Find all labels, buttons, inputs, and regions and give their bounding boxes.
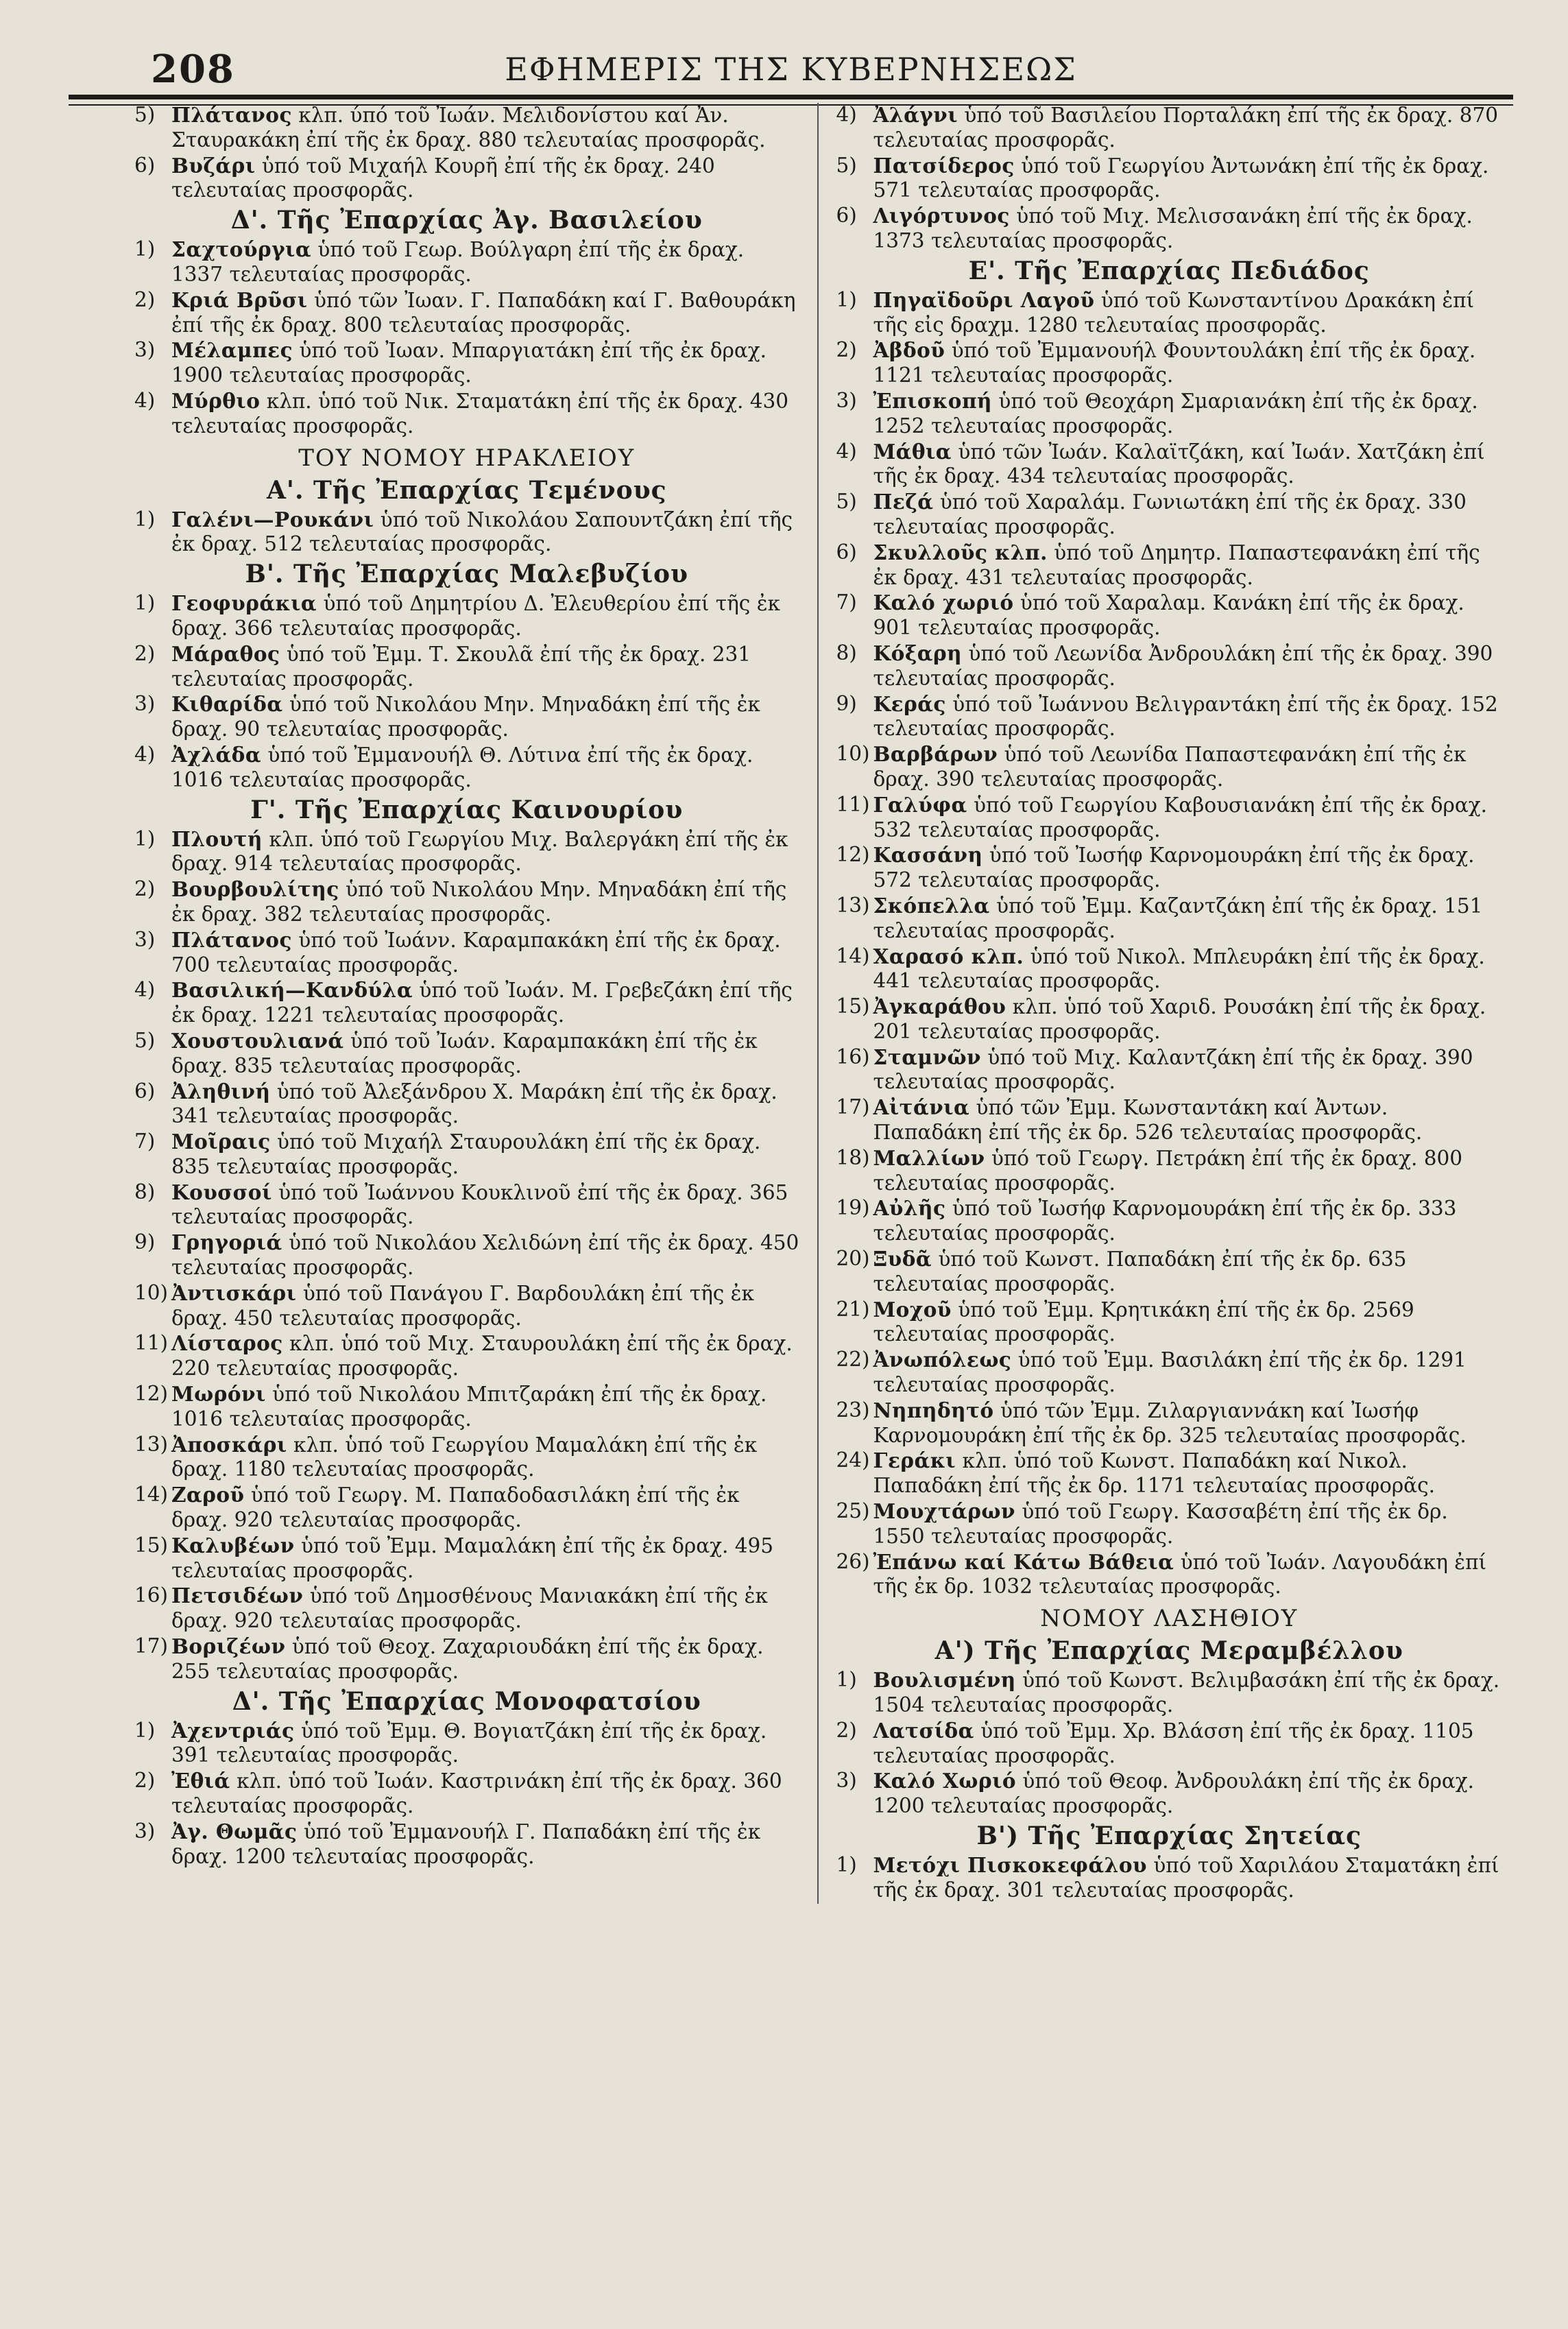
entry-number: 2)	[134, 1769, 156, 1793]
place-name: Κασσάνη	[873, 843, 983, 868]
entry-text: ὑπό τοῦ Δημοσθένους Μανιακάκη ἐπί τῆς ἐκ δραχ. 920 τελευταίας προσφορᾶς.	[171, 1584, 768, 1633]
tender-entry	[836, 793, 1503, 843]
tender-entry	[836, 1769, 1503, 1819]
place-name: Κεράς	[873, 691, 946, 716]
place-name: Πετσιδέων	[171, 1584, 304, 1608]
place-name: Πηγαϊδοῦρι Λαγοῦ	[873, 287, 1095, 312]
place-name: Ἐπάνω καί Κάτω Βάθεια	[873, 1549, 1174, 1574]
tender-entry	[134, 507, 799, 558]
place-name: Ἐθιά	[171, 1769, 230, 1793]
tender-entry	[836, 490, 1503, 540]
place-name: Ἀβδοῦ	[873, 338, 945, 363]
entry-text: κλπ. ὑπό τοῦ Ἰωάν. Καστρινάκη ἐπί τῆς ἐκ δραχ. 360 τελευταίας προσφορᾶς.	[171, 1769, 782, 1818]
tender-entry	[836, 440, 1503, 490]
place-name: Γαλένι—Ρουκάνι	[171, 507, 374, 532]
entry-number: 4)	[836, 439, 857, 463]
entry-number: 5)	[836, 153, 857, 177]
entry-number: 3)	[836, 1769, 857, 1793]
entry-text: ὑπό τοῦ Γεωργ. Πετράκη ἐπί τῆς ἐκ δραχ. 800 τελευταίας προσφορᾶς.	[873, 1146, 1463, 1195]
tender-entry	[134, 1483, 799, 1533]
tender-entry	[836, 1550, 1503, 1600]
tender-entry	[134, 1433, 799, 1483]
entry-number: 5)	[836, 490, 857, 514]
entry-number: 15)	[134, 1533, 169, 1557]
entry-text: ὑπό τοῦ Πανάγου Γ. Βαρδουλάκη ἐπί τῆς ἐκ δραχ. 450 τελευταίας προσφορᾶς.	[171, 1281, 754, 1330]
entry-number: 12)	[134, 1382, 169, 1406]
entry-text: ὑπό τοῦ Ἐμμ. Βασιλάκη ἐπί τῆς ἐκ δρ. 1291 τελευταίας προσφορᾶς.	[873, 1348, 1467, 1397]
page-header	[69, 41, 1513, 91]
entry-text: ὑπό τοῦ Ἰωάν. Μ. Γρεβεζάκη ἐπί τῆς ἐκ δραχ. 1221 τελευταίας προσφορᾶς.	[171, 979, 793, 1027]
place-name: Ξυδᾶ	[873, 1247, 932, 1271]
place-name: Βυζάρι	[171, 153, 256, 178]
tender-entry	[134, 389, 799, 439]
tender-entry	[836, 1719, 1503, 1769]
entry-text: ὑπό τοῦ Ἰωάννου Κουκλινοῦ ἐπί τῆς ἐκ δραχ. 365 τελευταίας προσφορᾶς.	[171, 1180, 788, 1229]
place-name: Πλάτανος	[171, 103, 292, 127]
tender-entry	[836, 692, 1503, 742]
entry-text: ὑπό τοῦ Θεοφ. Ἀνδρουλάκη ἐπί τῆς ἐκ δραχ. 1200 τελευταίας προσφορᾶς.	[873, 1769, 1475, 1818]
place-name: Μωρόνι	[171, 1382, 266, 1407]
tender-entry	[134, 827, 799, 877]
entry-number: 13)	[836, 893, 870, 917]
entry-number: 15)	[836, 994, 870, 1018]
tender-entry	[134, 1533, 799, 1584]
tender-entry	[134, 1331, 799, 1381]
entry-number: 14)	[134, 1483, 169, 1507]
place-name: Ἀγκαράθου	[873, 994, 1006, 1019]
place-name: Μάραθος	[171, 641, 280, 666]
entry-number: 4)	[836, 103, 857, 126]
entry-number: 9)	[836, 691, 857, 715]
tender-entry	[134, 1819, 799, 1870]
entry-text: ὑπό τοῦ Μιχαήλ Κουρῆ ἐπί τῆς ἐκ δραχ. 240 τελευταίας προσφορᾶς.	[171, 154, 715, 202]
entry-text: ὑπό τοῦ Γεωργ. Μ. Παπαδοδασιλάκη ἐπί τῆς ἐκ δραχ. 920 τελευταίας προσφορᾶς.	[171, 1483, 740, 1532]
entry-number: 23)	[836, 1398, 870, 1422]
entry-text: ὑπό τοῦ Ἐμμανουήλ Γ. Παπαδάκη ἐπί τῆς ἐκ δραχ. 1200 τελευταίας προσφορᾶς.	[171, 1819, 761, 1868]
entry-text: ὑπό τοῦ Ἰωάνν. Καραμπακάκη ἐπί τῆς ἐκ δραχ. 700 τελευταίας προσφορᾶς.	[171, 928, 781, 977]
entry-number: 3)	[134, 1819, 156, 1843]
province-heading: Α'. Τῆς Ἐπαρχίας Τεμένους	[266, 475, 667, 505]
tender-entry	[134, 103, 799, 153]
place-name: Μάθια	[873, 439, 952, 464]
entry-text: ὑπό τοῦ Ἰωαν. Μπαργιατάκη ἐπί τῆς ἐκ δραχ. 1900 τελευταίας προσφορᾶς.	[171, 339, 767, 387]
entry-text: ὑπό τοῦ Θεοχάρη Σμαριανάκη ἐπί τῆς ἐκ δραχ. 1252 τελευταίας προσφορᾶς.	[873, 389, 1478, 438]
entry-text: ὑπό τοῦ Μιχ. Καλαντζάκη ἐπί τῆς ἐκ δραχ. 390 τελευταίας προσφορᾶς.	[873, 1045, 1473, 1094]
place-name: Χουστουλιανά	[171, 1028, 344, 1053]
tender-entry	[836, 1298, 1503, 1348]
tender-entry	[836, 843, 1503, 893]
place-name: Γρηγοριά	[171, 1230, 282, 1255]
tender-entry	[836, 338, 1503, 388]
entry-number: 24)	[836, 1448, 870, 1472]
place-name: Ἀχλάδα	[171, 742, 262, 767]
place-name: Λατσίδα	[873, 1718, 974, 1743]
entry-text: ὑπό τοῦ Θεοχ. Ζαχαριουδάκη ἐπί τῆς ἐκ δραχ. 255 τελευταίας προσφορᾶς.	[171, 1635, 764, 1683]
entry-number: 16)	[134, 1584, 169, 1608]
province-heading: Α') Τῆς Ἐπαρχίας Μεραμβέλλου	[934, 1636, 1403, 1666]
entry-text: ὑπό τῶν Ἐμμ. Ζιλαργιαννάκη καί Ἰωσήφ Καρνομουράκη ἐπί τῆς ἐκ δρ. 325 τελευταίας προσφορᾶς.	[873, 1398, 1467, 1447]
entry-text: ὑπό τοῦ Γεωργ. Κασσαβέτη ἐπί τῆς ἐκ δρ. 1550 τελευταίας προσφορᾶς.	[873, 1500, 1448, 1548]
tender-entry	[134, 743, 799, 793]
right-column	[819, 103, 1521, 1904]
tender-entry	[134, 1281, 799, 1331]
entry-number: 11)	[836, 792, 870, 816]
entry-number: 2)	[134, 877, 156, 901]
entry-number: 7)	[836, 590, 857, 614]
place-name: Κόξαρη	[873, 641, 963, 665]
entry-number: 14)	[836, 944, 870, 968]
place-name: Νηπηδητό	[873, 1398, 994, 1422]
place-name: Καλό χωριό	[873, 590, 1014, 615]
entry-number: 25)	[836, 1499, 870, 1523]
entry-text: ὑπό τοῦ Ἐμμ. Καζαντζάκη ἐπί τῆς ἐκ δραχ. 151 τελευταίας προσφορᾶς.	[873, 894, 1483, 942]
tender-entry	[134, 1382, 799, 1432]
header-rule-thick	[69, 95, 1513, 99]
entry-number: 1)	[836, 287, 857, 311]
province-heading: Ε'. Τῆς Ἐπαρχίας Πεδιάδος	[968, 256, 1370, 285]
entry-text: ὑπό τοῦ Χαραλαμ. Κανάκη ἐπί τῆς ἐκ δραχ. 901 τελευταίας προσφορᾶς.	[873, 591, 1464, 640]
place-name: Ἀντισκάρι	[171, 1280, 297, 1305]
entry-text: ὑπό τοῦ Γεωρ. Βούλγαρη ἐπί τῆς ἐκ δραχ. 1337 τελευταίας προσφορᾶς.	[171, 238, 745, 286]
entry-number: 3)	[134, 338, 156, 362]
tender-entry	[836, 742, 1503, 792]
tender-entry	[134, 338, 799, 388]
tender-entry	[836, 1668, 1503, 1718]
entry-number: 1)	[134, 591, 156, 615]
place-name: Λίσταρος	[171, 1331, 283, 1356]
place-name: Πλάτανος	[171, 927, 292, 952]
entry-text: ὑπό τοῦ Κωνστ. Βελιμβασάκη ἐπί τῆς ἐκ δραχ. 1504 τελευταίας προσφορᾶς.	[873, 1669, 1500, 1717]
entry-text: ὑπό τοῦ Βασιλείου Πορταλάκη ἐπί τῆς ἐκ δραχ. 870 τελευταίας προσφορᾶς.	[873, 104, 1498, 152]
entry-number: 6)	[134, 153, 156, 177]
tender-entry	[134, 237, 799, 287]
entry-number: 10)	[134, 1280, 169, 1304]
entry-text: ὑπό τοῦ Κωνσταντίνου Δρακάκη ἐπί τῆς εἰς δραχμ. 1280 τελευταίας προσφορᾶς.	[873, 288, 1475, 337]
entry-text: ὑπό τοῦ Ἐμμ. Μαμαλάκη ἐπί τῆς ἐκ δραχ. 495 τελευταίας προσφορᾶς.	[171, 1533, 774, 1582]
place-name: Κριά Βρῦσι	[171, 287, 308, 312]
tender-entry	[134, 154, 799, 204]
tender-entry	[836, 540, 1503, 590]
entry-text: ὑπό τῶν Ἰωαν. Γ. Παπαδάκη καί Γ. Βαθουράκη ἐπί τῆς ἐκ δραχ. 800 τελευταίας προσφορᾶς.	[171, 288, 796, 337]
tender-entry	[836, 288, 1503, 338]
tender-entry	[836, 204, 1503, 254]
entry-text: ὑπό τοῦ Μιχ. Μελισσανάκη ἐπί τῆς ἐκ δραχ. 1373 τελευταίας προσφορᾶς.	[873, 204, 1473, 252]
entry-number: 10)	[836, 742, 870, 766]
gazette-title: ΕΦΗΜΕΡΙΣ ΤΗΣ ΚΥΒΕΡΝΗΣΕΩΣ	[505, 51, 1077, 88]
entry-number: 1)	[836, 1668, 857, 1692]
tender-entry	[134, 1584, 799, 1634]
entry-text: ὑπό τοῦ Νικολάου Μην. Μηναδάκη ἐπί τῆς ἐκ δραχ. 90 τελευταίας προσφορᾶς.	[171, 693, 760, 741]
place-name: Σκόπελλα	[873, 893, 990, 918]
two-column-body	[117, 103, 1520, 1904]
entry-text: ὑπό τοῦ Ἰωάν. Λαγουδάκη ἐπί τῆς ἐκ δρ. 1032 τελευταίας προσφορᾶς.	[873, 1550, 1487, 1599]
entry-number: 2)	[836, 1718, 857, 1742]
entry-text: ὑπό τοῦ Νικολάου Μπιτζαράκη ἐπί τῆς ἐκ δραχ. 1016 τελευταίας προσφορᾶς.	[171, 1383, 767, 1431]
province-heading: Β') Τῆς Ἐπαρχίας Σητείας	[976, 1822, 1362, 1850]
entry-text: ὑπό τοῦ Ἐμμ. Τ. Σκουλᾶ ἐπί τῆς ἐκ δραχ. 231 τελευταίας προσφορᾶς.	[171, 642, 751, 691]
tender-entry	[836, 1095, 1503, 1145]
place-name: Μοῖραις	[171, 1130, 271, 1154]
entry-number: 1)	[134, 507, 156, 531]
place-name: Βαρβάρων	[873, 742, 998, 767]
tender-entry	[836, 944, 1503, 994]
tender-entry	[836, 1146, 1503, 1196]
entry-number: 20)	[836, 1247, 870, 1271]
entry-text: ὑπό τοῦ Μιχαήλ Σταυρουλάκη ἐπί τῆς ἐκ δραχ. 835 τελευταίας προσφορᾶς.	[171, 1130, 761, 1178]
entry-text: ὑπό τοῦ Ἐμμανουήλ Θ. Λύτινα ἐπί τῆς ἐκ δραχ. 1016 τελευταίας προσφορᾶς.	[171, 743, 753, 791]
tender-entry	[134, 1769, 799, 1819]
place-name: Αὐλῆς	[873, 1196, 946, 1221]
tender-entry	[836, 389, 1503, 439]
page-number: 208	[151, 47, 235, 92]
entry-number: 8)	[836, 641, 857, 665]
place-name: Μοχοῦ	[873, 1297, 952, 1322]
entry-text: ὑπό τοῦ Κωνστ. Παπαδάκη ἐπί τῆς ἐκ δρ. 635 τελευταίας προσφορᾶς.	[873, 1247, 1407, 1295]
tender-entry	[836, 1499, 1503, 1549]
entry-text: ὑπό τοῦ Νικολάου Μην. Μηναδάκη ἐπί τῆς ἐκ δραχ. 382 τελευταίας προσφορᾶς.	[171, 878, 787, 926]
place-name: Μουχτάρων	[873, 1499, 1015, 1524]
place-name: Μαλλίων	[873, 1145, 985, 1170]
entry-number: 9)	[134, 1230, 156, 1254]
tender-entry	[836, 1247, 1503, 1297]
tender-entry	[134, 1180, 799, 1230]
entry-text: κλπ. ὑπό τοῦ Γεωργίου Μαμαλάκη ἐπί τῆς ἐκ δραχ. 1180 τελευταίας προσφορᾶς.	[171, 1433, 758, 1481]
entry-text: ὑπό τοῦ Ἐμμ. Κρητικάκη ἐπί τῆς ἐκ δρ. 2569 τελευταίας προσφορᾶς.	[873, 1298, 1414, 1346]
place-name: Γεοφυράκια	[171, 591, 317, 616]
entry-number: 19)	[836, 1196, 870, 1220]
province-heading: Δ'. Τῆς Ἐπαρχίας Ἀγ. Βασιλείου	[230, 206, 703, 235]
tender-entry	[134, 1079, 799, 1130]
entry-text: ὑπό τοῦ Δημητρ. Παπαστεφανάκη ἐπί τῆς ἐκ δραχ. 431 τελευταίας προσφορᾶς.	[873, 540, 1480, 589]
place-name: Μέλαμπες	[171, 338, 293, 363]
place-name: Βουλισμένη	[873, 1668, 1016, 1693]
place-name: Γεράκι	[873, 1448, 956, 1473]
tender-entry	[134, 1634, 799, 1684]
entry-text: ὑπό τοῦ Ἐμμ. Χρ. Βλάσση ἐπί τῆς ἐκ δραχ. 1105 τελευταίας προσφορᾶς.	[873, 1719, 1474, 1767]
place-name: Βοριζέων	[171, 1634, 286, 1659]
entry-text: ὑπό τοῦ Ἰωσήφ Καρνομουράκη ἐπί τῆς ἐκ δραχ. 572 τελευταίας προσφορᾶς.	[873, 844, 1475, 892]
place-name: Λιγόρτυνος	[873, 204, 1010, 228]
place-name: Κουσσοί	[171, 1180, 272, 1204]
entry-text: κλπ. ὑπό τοῦ Κωνστ. Παπαδάκη καί Νικολ. Παπαδάκη ἐπί τῆς ἐκ δρ. 1171 τελευταίας προσφορᾶς.	[873, 1449, 1435, 1498]
entry-number: 4)	[134, 742, 156, 766]
province-heading: Δ'. Τῆς Ἐπαρχίας Μονοφατσίου	[232, 1686, 701, 1716]
entry-text: ὑπό τοῦ Ἰωσήφ Καρνομουράκη ἐπί τῆς ἐκ δρ. 333 τελευταίας προσφορᾶς.	[873, 1197, 1457, 1245]
entry-text: ὑπό τοῦ Ἐμμανουήλ Φουντουλάκη ἐπί τῆς ἐκ δραχ. 1121 τελευταίας προσφορᾶς.	[873, 339, 1476, 387]
province-heading: Γ'. Τῆς Ἐπαρχίας Καινουρίου	[250, 795, 684, 824]
place-name: Σταμνῶν	[873, 1044, 982, 1069]
place-name: Ζαροῦ	[171, 1483, 245, 1507]
entry-text: ὑπό τοῦ Χαραλάμ. Γωνιωτάκη ἐπί τῆς ἐκ δραχ. 330 τελευταίας προσφορᾶς.	[873, 490, 1467, 538]
place-name: Σκυλλοῦς κλπ.	[873, 540, 1048, 564]
tender-entry	[836, 1348, 1503, 1398]
tender-entry	[836, 1196, 1503, 1246]
place-name: Μετόχι Πισκοκεφάλου	[873, 1853, 1147, 1877]
tender-entry	[134, 1230, 799, 1280]
entry-number: 5)	[134, 103, 156, 126]
tender-entry	[836, 1045, 1503, 1095]
entry-number: 7)	[134, 1130, 156, 1154]
place-name: Πατσίδερος	[873, 153, 1015, 178]
entry-number: 6)	[836, 204, 857, 228]
prefecture-heading: ΤΟΥ ΝΟΜΟΥ ΗΡΑΚΛΕΙΟΥ	[298, 444, 636, 472]
entry-text: ὑπό τοῦ Λεωνίδα Παπαστεφανάκη ἐπί τῆς ἐκ δραχ. 390 τελευταίας προσφορᾶς.	[873, 743, 1467, 791]
tender-entry	[134, 288, 799, 338]
entry-number: 16)	[836, 1044, 870, 1068]
place-name: Μύρθιο	[171, 388, 261, 413]
tender-entry	[836, 994, 1503, 1044]
entry-number: 3)	[134, 692, 156, 716]
prefecture-heading: ΝΟΜΟΥ ΛΑΣΗΘΙΟΥ	[1040, 1605, 1299, 1633]
entry-number: 1)	[836, 1853, 857, 1876]
tender-entry	[134, 978, 799, 1028]
tender-entry	[836, 154, 1503, 204]
place-name: Καλυβέων	[171, 1533, 295, 1557]
entry-text: κλπ. ὑπό τοῦ Χαριδ. Ρουσάκη ἐπί τῆς ἐκ δραχ. 201 τελευταίας προσφορᾶς.	[873, 995, 1486, 1043]
entry-text: ὑπό τῶν Ἰωάν. Καλαϊτζάκη, καί Ἰωάν. Χατζάκη ἐπί τῆς ἐκ δραχ. 434 τελευταίας προσφορᾶς.	[873, 440, 1485, 488]
entry-text: κλπ. ύπό τοῦ Ἰωάν. Μελιδονίστου καί Ἀν. Σταυρακάκη ἐπί τῆς ἐκ δραχ. 880 τελευταίας προσφορᾶς.	[171, 104, 766, 152]
entry-number: 2)	[836, 338, 857, 362]
place-name: Ἀλάγνι	[873, 103, 958, 127]
entry-number: 1)	[134, 826, 156, 850]
place-name: Χαρασό κλπ.	[873, 944, 1024, 968]
place-name: Καλό Χωριό	[873, 1769, 1017, 1793]
entry-text: ὑπό τῶν Ἐμμ. Κωνσταντάκη καί Ἀντων. Παπαδάκη ἐπί τῆς ἐκ δρ. 526 τελευταίας προσφορᾶς.	[873, 1096, 1423, 1145]
entry-text: ὑπό τοῦ Ἰωάν. Καραμπακάκη ἐπί τῆς ἐκ δραχ. 835 τελευταίας προσφορᾶς.	[171, 1029, 758, 1077]
entry-number: 12)	[836, 843, 870, 867]
tender-entry	[836, 590, 1503, 641]
entry-text: ὑπό τοῦ Ἐμμ. Θ. Βογιατζάκη ἐπί τῆς ἐκ δραχ. 391 τελευταίας προσφορᾶς.	[171, 1719, 767, 1767]
place-name: Ἀχεντριάς	[171, 1718, 295, 1743]
place-name: Ἀληθινή	[171, 1079, 271, 1103]
tender-entry	[836, 103, 1503, 153]
entry-number: 3)	[836, 388, 857, 412]
entry-number: 26)	[836, 1549, 870, 1573]
place-name: Σαχτούργια	[171, 237, 312, 262]
tender-entry	[134, 1130, 799, 1180]
entry-text: ὑπό τοῦ Δημητρίου Δ. Ἐλευθερίου ἐπί τῆς ἐκ δραχ. 366 τελευταίας προσφορᾶς.	[171, 592, 780, 640]
entry-text: ὑπό τοῦ Νικολ. Μπλευράκη ἐπί τῆς ἐκ δραχ. 441 τελευταίας προσφορᾶς.	[873, 944, 1485, 993]
place-name: Πεζά	[873, 490, 934, 514]
entry-number: 5)	[134, 1028, 156, 1052]
place-name: Βουρβουλίτης	[171, 877, 339, 902]
entry-number: 6)	[134, 1079, 156, 1103]
entry-number: 4)	[134, 978, 156, 1002]
entry-number: 22)	[836, 1348, 870, 1372]
entry-number: 1)	[134, 237, 156, 261]
entry-number: 1)	[134, 1718, 156, 1742]
entry-number: 8)	[134, 1180, 156, 1204]
tender-entry	[134, 692, 799, 742]
place-name: Γαλύφα	[873, 792, 967, 817]
place-name: Ἀνωπόλεως	[873, 1348, 1012, 1372]
tender-entry	[836, 894, 1503, 944]
left-column	[117, 103, 819, 1904]
entry-text: ὑπό τοῦ Νικολάου Χελιδώνη ἐπί τῆς ἐκ δραχ. 450 τελευταίας προσφορᾶς.	[171, 1231, 799, 1280]
tender-entry	[134, 1719, 799, 1769]
tender-entry	[836, 1448, 1503, 1498]
place-name: Ἐπισκοπή	[873, 388, 993, 413]
entry-text: ὑπό τοῦ Ἀλεξάνδρου Χ. Μαράκη ἐπί τῆς ἐκ δραχ. 341 τελευταίας προσφορᾶς.	[171, 1079, 777, 1128]
place-name: Αἰτάνια	[873, 1095, 970, 1120]
entry-number: 17)	[836, 1095, 870, 1119]
entry-text: κλπ. ὑπό τοῦ Γεωργίου Μιχ. Βαλεργάκη ἐπί τῆς ἐκ δραχ. 914 τελευταίας προσφορᾶς.	[171, 827, 788, 876]
tender-entry	[134, 928, 799, 978]
entry-number: 11)	[134, 1331, 169, 1355]
entry-number: 4)	[134, 388, 156, 412]
entry-number: 6)	[836, 540, 857, 564]
entry-number: 3)	[134, 927, 156, 951]
entry-text: ὑπό τοῦ Νικολάου Σαπουντζάκη ἐπί τῆς ἐκ δραχ. 512 τελευταίας προσφορᾶς.	[171, 507, 793, 556]
place-name: Πλουτή	[171, 826, 263, 851]
place-name: Ἀποσκάρι	[171, 1432, 287, 1457]
tender-entry	[134, 642, 799, 692]
place-name: Ἀγ. Θωμᾶς	[171, 1819, 298, 1843]
entry-text: κλπ. ὑπό τοῦ Μιχ. Σταυρουλάκη ἐπί τῆς ἐκ δραχ. 220 τελευταίας προσφορᾶς.	[171, 1332, 793, 1381]
entry-number: 2)	[134, 641, 156, 665]
entry-number: 18)	[836, 1145, 870, 1169]
entry-number: 17)	[134, 1634, 169, 1658]
tender-entry	[836, 1398, 1503, 1448]
tender-entry	[134, 591, 799, 641]
entry-text: ὑπό τοῦ Λεωνίδα Ἀνδρουλάκη ἐπί τῆς ἐκ δραχ. 390 τελευταίας προσφορᾶς.	[873, 641, 1493, 690]
place-name: Κιθαρίδα	[171, 692, 283, 717]
entry-text: κλπ. ὑπό τοῦ Νικ. Σταματάκη ἐπί τῆς ἐκ δραχ. 430 τελευταίας προσφορᾶς.	[171, 389, 789, 438]
entry-text: ὑπό τοῦ Γεωργίου Ἀντωνάκη ἐπί τῆς ἐκ δραχ. 571 τελευταίας προσφορᾶς.	[873, 154, 1489, 202]
tender-entry	[836, 641, 1503, 691]
place-name: Βασιλική—Κανδύλα	[171, 978, 413, 1003]
tender-entry	[134, 1029, 799, 1079]
tender-entry	[134, 877, 799, 927]
entry-number: 21)	[836, 1297, 870, 1321]
entry-number: 13)	[134, 1432, 169, 1456]
tender-entry	[836, 1853, 1503, 1903]
entry-text: ὑπό τοῦ Χαριλάου Σταματάκη ἐπί τῆς ἐκ δραχ. 301 τελευταίας προσφορᾶς.	[873, 1854, 1499, 1902]
entry-text: ὑπό τοῦ Ἰωάννου Βελιγραντάκη ἐπί τῆς ἐκ δραχ. 152 τελευταίας προσφορᾶς.	[873, 692, 1498, 741]
entry-number: 2)	[134, 287, 156, 311]
province-heading: Β'. Τῆς Ἐπαρχίας Μαλεβυζίου	[245, 560, 688, 589]
entry-text: ὑπό τοῦ Γεωργίου Καβουσιανάκη ἐπί τῆς ἐκ δραχ. 532 τελευταίας προσφορᾶς.	[873, 793, 1488, 841]
